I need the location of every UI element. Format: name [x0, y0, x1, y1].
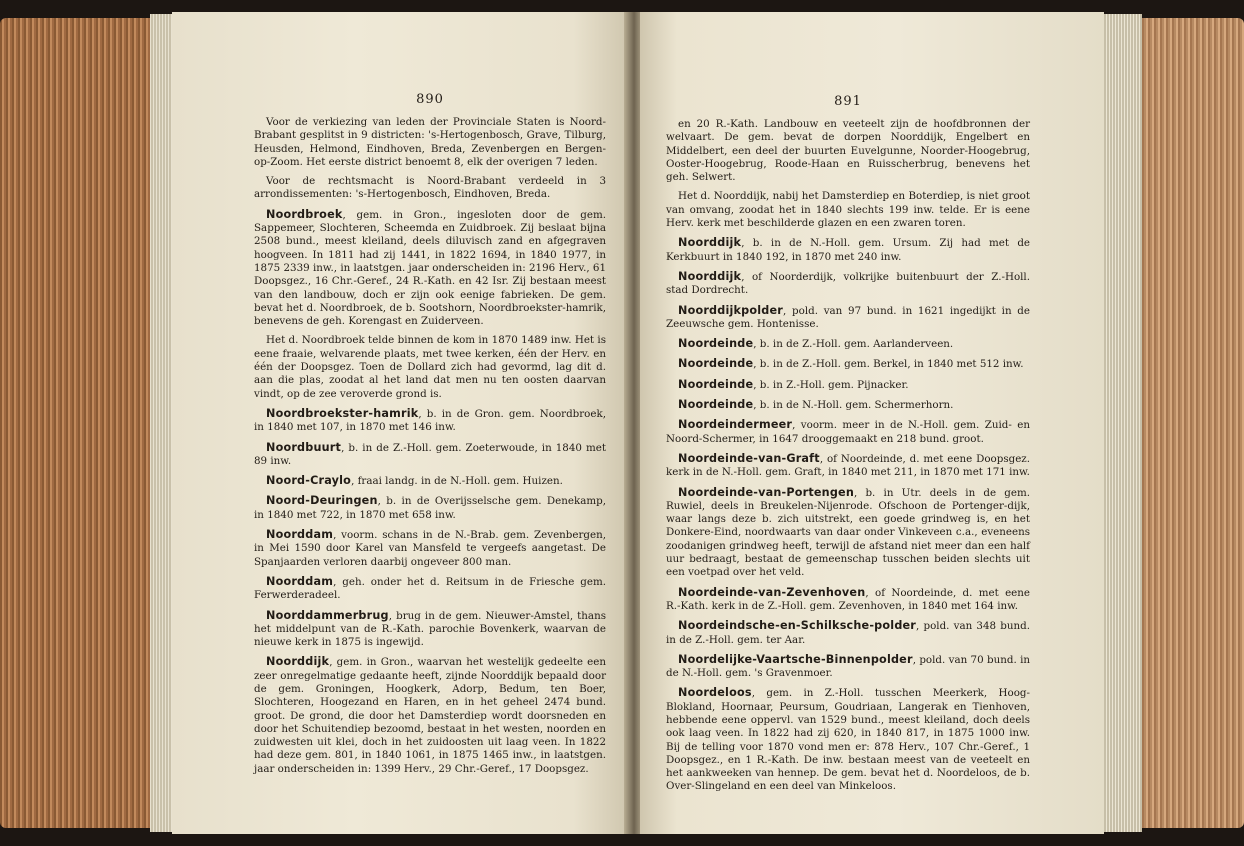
entry-headword: Noordbroekster-hamrik — [266, 406, 419, 420]
dictionary-entry — [666, 337, 1030, 351]
entry-headword: Noordeinde — [678, 337, 754, 351]
dictionary-entry — [666, 686, 1030, 793]
left-page — [172, 12, 628, 834]
entry-text: , pold. van 70 bund. in de N.-Holl. gem. 's Gravenmoer. — [666, 653, 1030, 680]
entry-text: , of Noordeinde, d. met eene R.-Kath. kerk in de Z.-Holl. gem. Zevenhoven, in 1840 met 164 inw. — [666, 586, 1030, 612]
entry-headword: Noord-Craylo — [266, 474, 352, 488]
entry-text: , gem. in Gron., waarvan het westelijk gedeelte een zeer onregelmatige gedaante heeft, zijnde Noorddijk bepaald door de gem. Groningen, Hoogkerk, Adorp, Bedum, ten Boer, Slochteren, Hoogezand en Haren, en in het geheel 2474 bund. groot. De grond, die door het Damsterdiep wordt doorsneden en door het Schuitendiep bezoomd, bestaat in het westen, noorden en zuidwesten uit klei, doch in het zuidoosten uit laag veen. In 1822 had deze gem. 801, in 1840 1061, in 1875 1465 inw., in laatstgen. jaar onderscheiden in: 1399 Herv., 29 Chr.-Geref., 17 Doopsgez. — [254, 656, 606, 775]
dictionary-entry — [666, 398, 1030, 412]
entry-headword: Noordbuurt — [266, 440, 342, 454]
entry-headword: Noordeindsche-en-Schilksche-polder — [678, 619, 917, 633]
entry-text: Het d. Noorddijk, nabij het Damsterdiep en Boterdiep, is niet groot van omvang, zoodat het in 1840 slechts 199 inw. telde. Er is eene Herv. kerk met beschilderde glazen en een zwaren toren. — [666, 190, 1030, 230]
dictionary-entry — [254, 334, 606, 400]
entry-text: , b. in de Gron. gem. Noordbroek, in 1840 met 107, in 1870 met 146 inw. — [254, 407, 606, 434]
dictionary-entry — [666, 270, 1030, 298]
dictionary-entry — [254, 575, 606, 603]
entry-text: , of Noorderdijk, volkrijke buitenbuurt der Z.-Holl. stad Dordrecht. — [666, 270, 1030, 297]
entry-headword: Noordeloos — [678, 686, 752, 700]
dictionary-entry — [254, 655, 606, 776]
entry-headword: Noorddammerbrug — [266, 608, 389, 622]
dictionary-entry — [254, 208, 606, 329]
entry-text: , brug in de gem. Nieuwer-Amstel, thans het middelpunt van de R.-Kath. parochie Bovenkerk, waarvan de nieuwe kerk in 1875 is ingewijd. — [254, 609, 606, 649]
dictionary-entry — [666, 378, 1030, 392]
right-page-body — [666, 118, 1030, 794]
entry-text: , pold. van 97 bund. in 1621 ingedijkt in de Zeeuwsche gem. Hontenisse. — [666, 304, 1030, 330]
dictionary-entry — [666, 486, 1030, 580]
entry-text: , b. in de Z.-Holl. gem. Berkel, in 1840 met 512 inw. — [753, 358, 1024, 371]
entry-text: , b. in de Overijsselsche gem. Denekamp, in 1840 met 722, in 1870 met 658 inw. — [254, 495, 606, 521]
entry-headword: Noordeinde-van-Portengen — [678, 485, 854, 499]
entry-text: , b. in de N.-Holl. gem. Ursum. Zij had met de Kerkbuurt in 1840 192, in 1870 met 240 inw. — [666, 237, 1030, 263]
dictionary-entry — [666, 190, 1030, 230]
entry-text: , pold. van 348 bund. in de Z.-Holl. gem. ter Aar. — [666, 620, 1030, 646]
entry-headword: Noordeindermeer — [678, 418, 793, 432]
dictionary-entry — [666, 619, 1030, 647]
entry-headword: Noordeinde-van-Zevenhoven — [678, 585, 866, 599]
dictionary-entry — [254, 175, 606, 202]
dictionary-entry — [666, 236, 1030, 264]
dictionary-entry — [666, 653, 1030, 681]
entry-text: en 20 R.-Kath. Landbouw en veeteelt zijn de hoofdbronnen der welvaart. De gem. bevat de dorpen Noorddijk, Engelbert en Middelbert, een deel der buurten Euvelgunne, Noorder-Hoogebrug, Ooster-Hoogebrug, Roode-Haan en Ruisscherbrug, benevens het geh. Selwert. — [666, 118, 1030, 184]
entry-text: Voor de rechtsmacht is Noord-Brabant verdeeld in 3 arrondissementen: 's-Hertogenbosch, Eindhoven, Breda. — [254, 175, 606, 201]
entry-headword: Noorddam — [266, 574, 334, 588]
dictionary-entry — [254, 528, 606, 569]
entry-headword: Noordbroek — [266, 207, 343, 221]
dictionary-entry — [254, 407, 606, 435]
entry-headword: Noorddijkpolder — [678, 303, 784, 317]
dictionary-entry — [254, 474, 606, 488]
dictionary-entry — [666, 452, 1030, 480]
entry-text: , b. in Utr. deels in de gem. Ruwiel, deels in Breukelen-Nijenrode. Ofschoon de Portenger-dijk, waar langs deze b. zich uitstrekt, een goede grindweg is, en het Donkere-Eind, noordwaarts van daar onder Vinkeveen c.a., eveneens zoodanigen grindweg heeft, terwijl de afstand niet meer dan een half uur bedraagt, bestaat de gemeenschap tusschen beiden slechts uit een voetpad over het veld. — [666, 486, 1030, 579]
entry-text: , of Noordeinde, d. met eene Doopsgez. kerk in de N.-Holl. gem. Graft, in 1840 met 211, in 1870 met 171 inw. — [666, 452, 1030, 479]
entry-text: , b. in Z.-Holl. gem. Pijnacker. — [753, 378, 909, 391]
left-page-body — [254, 116, 606, 776]
entry-text: , voorm. schans in de N.-Brab. gem. Zevenbergen, in Mei 1590 door Karel van Mansfeld te vergeefs aangetast. De Spanjaarden verloren daarbij ongeveer 800 man. — [254, 529, 606, 568]
dictionary-entry — [666, 418, 1030, 446]
book-page-edges-left — [0, 18, 160, 828]
entry-headword: Noorddam — [266, 528, 334, 542]
entry-headword: Noordeinde — [678, 377, 754, 391]
entry-headword: Noorddijk — [266, 655, 330, 669]
dictionary-entry — [666, 357, 1030, 371]
dictionary-entry — [666, 118, 1030, 184]
dictionary-entry — [254, 441, 606, 469]
right-page — [640, 12, 1104, 834]
entry-text: , voorm. meer in de N.-Holl. gem. Zuid- en Noord-Schermer, in 1647 drooggemaakt en 218 bund. groot. — [666, 419, 1030, 445]
entry-headword: Noorddijk — [678, 236, 742, 250]
book-page-edges-right — [1126, 18, 1244, 828]
page-number-right: 891 — [834, 94, 862, 109]
entry-headword: Noordeinde — [678, 398, 754, 412]
dictionary-entry — [666, 586, 1030, 614]
entry-headword: Noordelijke-Vaartsche-Binnenpolder — [678, 652, 913, 666]
entry-text: , geh. onder het d. Reitsum in de Friesche gem. Ferwerderadeel. — [254, 575, 606, 602]
page-number-left: 890 — [416, 92, 444, 107]
dictionary-entry — [666, 304, 1030, 332]
dictionary-entry — [254, 116, 606, 169]
entry-text: , fraai landg. in de N.-Holl. gem. Huizen. — [351, 475, 563, 488]
entry-headword: Noordeinde-van-Graft — [678, 451, 820, 465]
entry-headword: Noord-Deuringen — [266, 494, 378, 508]
entry-headword: Noorddijk — [678, 269, 742, 283]
entry-text: , b. in de Z.-Holl. gem. Zoeterwoude, in 1840 met 89 inw. — [254, 441, 606, 467]
entry-text: Het d. Noordbroek telde binnen de kom in 1870 1489 inw. Het is eene fraaie, welvarende plaats, met twee kerken, één der Herv. en één der Doopsgez. Toen de Dollard zich had gevormd, lag dit d. aan die plas, zoodat al het land dat men nu ten oosten daarvan vindt, op de zee veroverde grond is. — [254, 334, 606, 400]
page-stack-right — [1100, 14, 1142, 832]
entry-text: , gem. in Z.-Holl. tusschen Meerkerk, Hoog-Blokland, Hoornaar, Peursum, Goudriaan, Langerak en Tienhoven, hebbende eene oppervl. van 1529 bund., meest kleiland, doch deels ook laag veen. In 1822 had zij 620, in 1840 817, in 1875 1000 inw. Bij de telling voor 1870 vond men er: 878 Herv., 107 Chr.-Geref., 1 Doopsgez., en 1 R.-Kath. De inw. bestaan meest van de veeteelt en het aankweeken van hennep. De gem. bevat het d. Noordeloos, de b. Over-Slingeland en een deel van Minkeloos. — [666, 687, 1030, 793]
entry-text: Voor de verkiezing van leden der Provinciale Staten is Noord-Brabant gesplitst in 9 districten: 's-Hertogenbosch, Grave, Tilburg, Heusden, Helmond, Eindhoven, Breda, Zevenbergen en Bergen-op-Zoom. Het eerste district benoemt 8, elk der overigen 7 leden. — [254, 116, 606, 168]
entry-text: , b. in de N.-Holl. gem. Schermerhorn. — [753, 399, 954, 412]
dictionary-entry — [254, 494, 606, 522]
dictionary-entry — [254, 609, 606, 650]
entry-headword: Noordeinde — [678, 357, 754, 371]
entry-text: , b. in de Z.-Holl. gem. Aarlanderveen. — [753, 338, 954, 351]
entry-text: , gem. in Gron., ingesloten door de gem. Sappemeer, Slochteren, Scheemda en Zuidbroek. Zij beslaat bijna 2508 bund., meest kleiland, deels diluvisch zand en afgegraven hoogveen. In 1811 had zij 1441, in 1822 1694, in 1840 1977, in 1875 2339 inw., in laatstgen. jaar onderscheiden in: 2196 Herv., 61 Doopsgez., 16 Chr.-Geref., 24 R.-Kath. en 42 Isr. Zij bestaan meest van den landbouw, doch er zijn ook eenige fabrieken. De gem. bevat het d. Noordbroek, de b. Sootshorn, Noordbroekster-hamrik, benevens de geh. Korengast en Zuiderveen. — [254, 208, 606, 328]
